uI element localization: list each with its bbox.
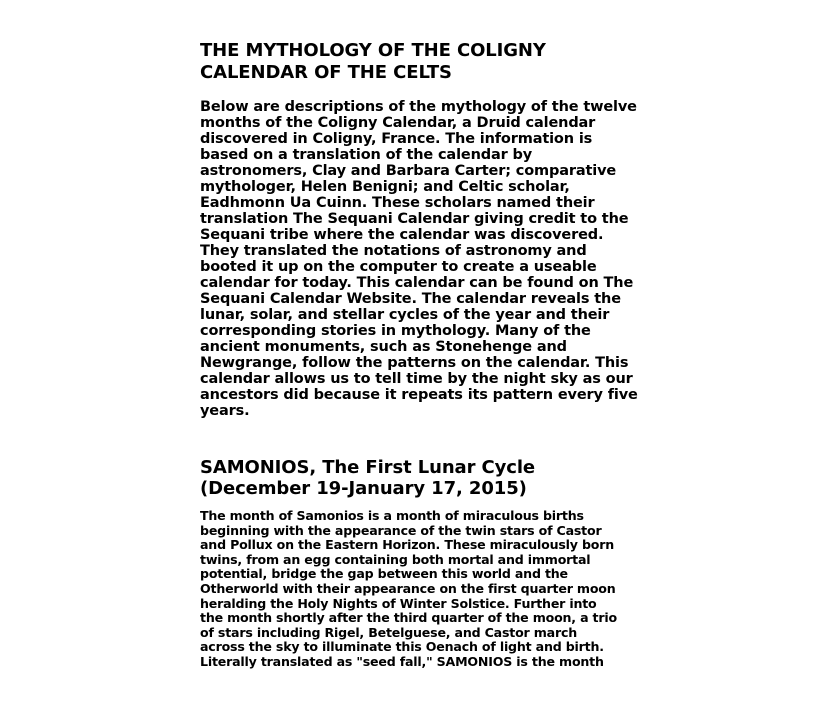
section-body-line: potential, bridge the gap between this world and the (200, 566, 568, 582)
intro-line: Sequani Calendar Website. The calendar reveals the (200, 291, 621, 307)
section-body-line: across the sky to illuminate this Oenach of light and birth. (200, 639, 604, 655)
intro-line: calendar allows us to tell time by the night sky as our (200, 371, 633, 387)
section-heading-line: (December 19-January 17, 2015) (200, 478, 527, 499)
section-body-line: heralding the Holy Nights of Winter Solstice. Further into (200, 595, 597, 611)
intro-line: discovered in Coligny, France. The information is (200, 131, 593, 147)
intro-line: ancient monuments, such as Stonehenge and (200, 339, 567, 355)
title-line: CALENDAR OF THE CELTS (200, 62, 452, 83)
section-body-line: of stars including Rigel, Betelguese, and Castor march (200, 624, 577, 640)
intro-line: Sequani tribe where the calendar was discovered. (200, 227, 604, 243)
intro-line: calendar for today. This calendar can be found on The (200, 275, 634, 291)
intro-line: mythologer, Helen Benigni; and Celtic scholar, (200, 179, 570, 195)
section-body-line: twins, from an egg containing both mortal and immortal (200, 551, 591, 567)
intro-line: booted it up on the computer to create a useable (200, 259, 597, 275)
section-body-line: Literally translated as "seed fall," SAMONIOS is the month (200, 653, 604, 669)
intro-line: astronomers, Clay and Barbara Carter; comparative (200, 163, 617, 179)
section-body-line: and Pollux on the Eastern Horizon. These miraculously born (200, 537, 615, 553)
intro-line: Newgrange, follow the patterns on the calendar. This (200, 355, 629, 371)
intro-line: ancestors did because it repeats its pattern every five (200, 387, 638, 403)
intro-line: translation The Sequani Calendar giving credit to the (200, 211, 629, 227)
document-title (200, 40, 630, 84)
section-body-line: The month of Samonios is a month of miraculous births (200, 508, 584, 523)
intro-line: months of the Coligny Calendar, a Druid calendar (200, 115, 596, 131)
intro-line: Eadhmonn Ua Cuinn. These scholars named their (200, 195, 595, 211)
intro-line: lunar, solar, and stellar cycles of the year and their (200, 307, 610, 323)
intro-line: They translated the notations of astronomy and (200, 243, 587, 259)
intro-line: corresponding stories in mythology. Many of the (200, 323, 591, 339)
section-body-line: beginning with the appearance of the twin stars of Castor (200, 522, 602, 538)
intro-paragraph (200, 99, 638, 419)
title-line: THE MYTHOLOGY OF THE COLIGNY (200, 40, 546, 61)
intro-line: Below are descriptions of the mythology of the twelve (200, 99, 637, 115)
section-heading-line: SAMONIOS, The First Lunar Cycle (200, 457, 536, 478)
intro-line: years. (200, 403, 250, 419)
section-heading (200, 457, 630, 499)
section-body-line: Otherworld with their appearance on the first quarter moon (200, 580, 616, 596)
section-body-line: the month shortly after the third quarter of the moon, a trio (200, 610, 617, 626)
section-body-paragraph (200, 509, 630, 670)
intro-line: based on a translation of the calendar by (200, 147, 533, 163)
